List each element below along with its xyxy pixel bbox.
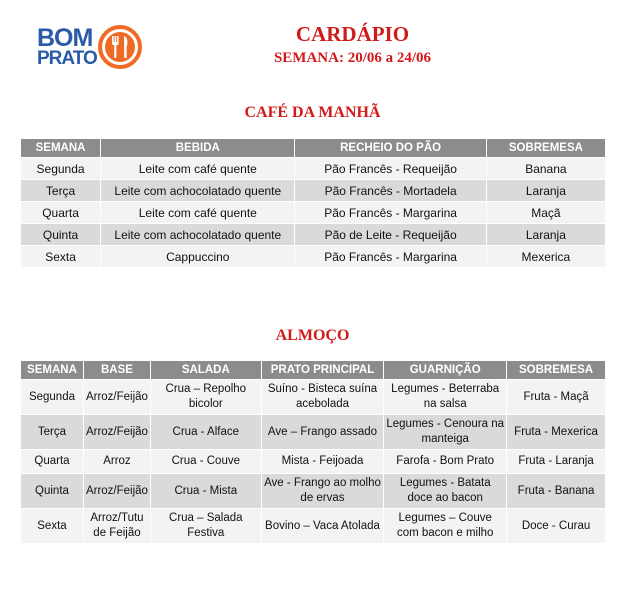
dessert-cell: Fruta - Laranja	[507, 450, 605, 473]
filling-cell: Pão Francês - Margarina	[295, 202, 485, 223]
column-header: RECHEIO DO PÃO	[295, 139, 485, 157]
table-header-row	[21, 361, 605, 379]
table-row	[21, 158, 605, 179]
filling-cell: Pão Francês - Mortadela	[295, 180, 485, 201]
day-cell: Sexta	[21, 246, 100, 267]
dessert-cell: Banana	[487, 158, 605, 179]
column-header: SEMANA	[21, 361, 83, 379]
filling-cell: Pão Francês - Margarina	[295, 246, 485, 267]
day-cell: Sexta	[21, 509, 83, 543]
dessert-cell: Fruta - Mexerica	[507, 415, 605, 449]
table-row	[21, 180, 605, 201]
main-dish-cell: Ave - Frango ao molho de ervas	[262, 474, 384, 508]
main-dish-cell: Mista - Feijoada	[262, 450, 384, 473]
salad-cell: Crua - Couve	[151, 450, 261, 473]
dessert-cell: Fruta - Maçã	[507, 380, 605, 414]
dessert-cell: Mexerica	[487, 246, 605, 267]
bom-prato-logo	[37, 24, 147, 74]
day-cell: Terça	[21, 415, 83, 449]
base-cell: Arroz	[84, 450, 150, 473]
drink-cell: Leite com achocolatado quente	[101, 180, 294, 201]
salad-cell: Crua – Salada Festiva	[151, 509, 261, 543]
day-cell: Quarta	[21, 450, 83, 473]
day-cell: Quinta	[21, 224, 100, 245]
logo-word-prato: PRATO	[37, 48, 97, 69]
day-cell: Segunda	[21, 380, 83, 414]
table-header-row	[21, 139, 605, 157]
drink-cell: Cappuccino	[101, 246, 294, 267]
side-dish-cell: Legumes - Batata doce ao bacon	[384, 474, 506, 508]
dessert-cell: Doce - Curau	[507, 509, 605, 543]
column-header: SEMANA	[21, 139, 100, 157]
side-dish-cell: Legumes - Cenoura na manteiga	[384, 415, 506, 449]
table-row	[21, 450, 605, 473]
week-range: SEMANA: 20/06 a 24/06	[273, 50, 432, 66]
breakfast-table	[20, 138, 606, 268]
drink-cell: Leite com achocolatado quente	[101, 224, 294, 245]
table-row	[21, 474, 605, 508]
header	[180, 22, 525, 68]
filling-cell: Pão Francês - Requeijão	[295, 158, 485, 179]
column-header: SALADA	[151, 361, 261, 379]
main-dish-cell: Suíno - Bisteca suína acebolada	[262, 380, 384, 414]
dessert-cell: Laranja	[487, 180, 605, 201]
table-row	[21, 509, 605, 543]
side-dish-cell: Legumes – Couve com bacon e milho	[384, 509, 506, 543]
column-header: SOBREMESA	[487, 139, 605, 157]
main-dish-cell: Ave – Frango assado	[262, 415, 384, 449]
main-dish-cell: Bovino – Vaca Atolada	[262, 509, 384, 543]
table-row	[21, 202, 605, 223]
base-cell: Arroz/Feijão	[84, 380, 150, 414]
table-row	[21, 415, 605, 449]
column-header: BASE	[84, 361, 150, 379]
day-cell: Segunda	[21, 158, 100, 179]
day-cell: Terça	[21, 180, 100, 201]
table-row	[21, 246, 605, 267]
base-cell: Arroz/Feijão	[84, 474, 150, 508]
page-title: CARDÁPIO	[295, 22, 410, 46]
salad-cell: Crua - Mista	[151, 474, 261, 508]
column-header: PRATO PRINCIPAL	[262, 361, 384, 379]
table-row	[21, 380, 605, 414]
base-cell: Arroz/Tutu de Feijão	[84, 509, 150, 543]
drink-cell: Leite com café quente	[101, 202, 294, 223]
dessert-cell: Maçã	[487, 202, 605, 223]
lunch-title: ALMOÇO	[275, 327, 350, 344]
lunch-table	[20, 360, 606, 544]
column-header: GUARNIÇÃO	[384, 361, 506, 379]
base-cell: Arroz/Feijão	[84, 415, 150, 449]
dessert-cell: Fruta - Banana	[507, 474, 605, 508]
logo-word-bom: BOM	[37, 24, 93, 52]
filling-cell: Pão de Leite - Requeijão	[295, 224, 485, 245]
day-cell: Quinta	[21, 474, 83, 508]
column-header: SOBREMESA	[507, 361, 605, 379]
column-header: BEBIDA	[101, 139, 294, 157]
side-dish-cell: Legumes - Beterraba na salsa	[384, 380, 506, 414]
side-dish-cell: Farofa - Bom Prato	[384, 450, 506, 473]
breakfast-title: CAFÉ DA MANHÃ	[244, 104, 381, 121]
table-row	[21, 224, 605, 245]
salad-cell: Crua – Repolho bicolor	[151, 380, 261, 414]
drink-cell: Leite com café quente	[101, 158, 294, 179]
dessert-cell: Laranja	[487, 224, 605, 245]
fork-knife-plate-icon	[97, 24, 143, 70]
salad-cell: Crua - Alface	[151, 415, 261, 449]
day-cell: Quarta	[21, 202, 100, 223]
